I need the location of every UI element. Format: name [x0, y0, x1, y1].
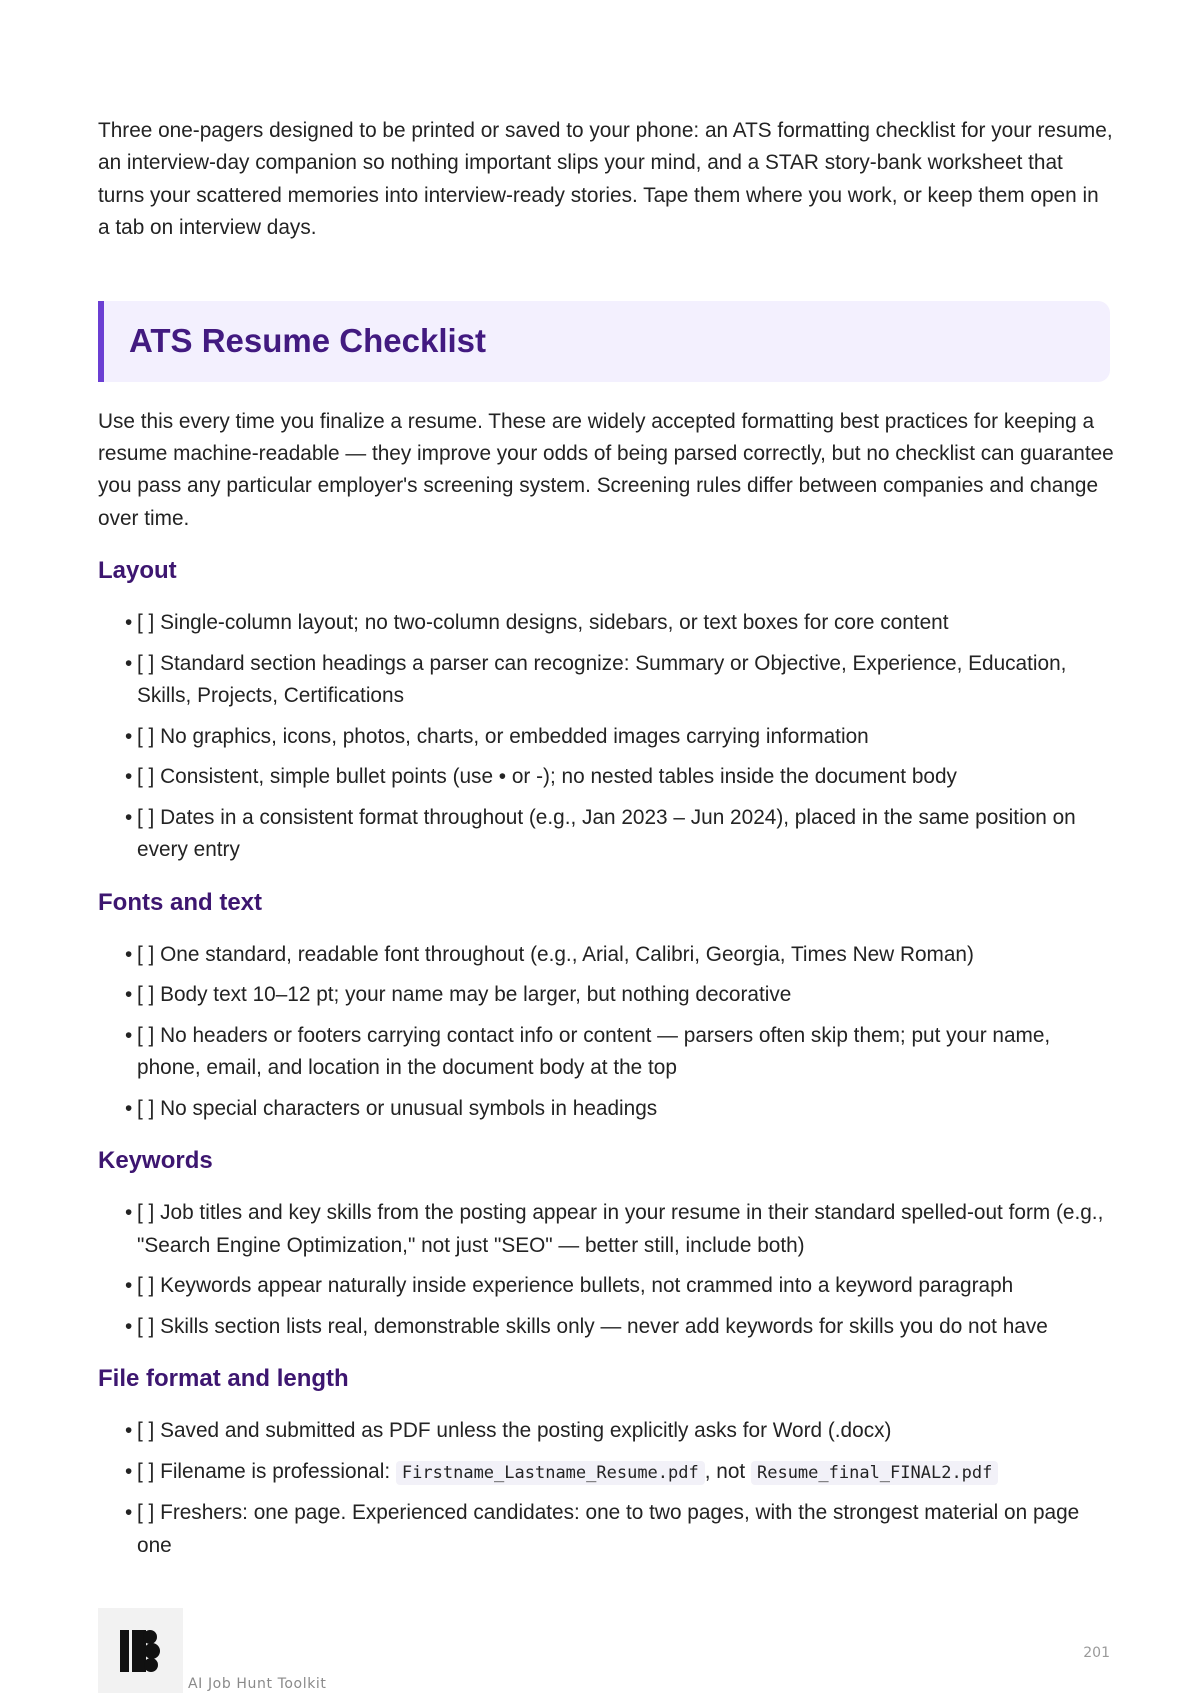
page-content — [98, 115, 1114, 1562]
checklist-item-text: [ ] Freshers: one page. Experienced candidates: one to two pages, with the strongest material on page one — [137, 1501, 1080, 1557]
bullet-marker: • — [125, 942, 133, 966]
checklist-item-text: [ ] Job titles and key skills from the posting appear in your resume in their standard spelled-out form (e.g., "Search Engine Optimization," not just "SEO" — better still, include both) — [137, 1201, 1104, 1257]
checklist-item-text: [ ] Saved and submitted as PDF unless the posting explicitly asks for Word (.docx) — [137, 1419, 892, 1443]
checklist-item — [98, 1456, 1114, 1490]
bullet-marker: • — [125, 765, 133, 789]
bullet-marker: • — [125, 651, 133, 675]
checklist-item-text: [ ] No graphics, icons, photos, charts, or embedded images carrying information — [137, 724, 869, 748]
group-heading-layout: Layout — [98, 557, 177, 585]
checklist-item — [98, 1093, 1114, 1126]
checklist-item-text: [ ] Skills section lists real, demonstrable skills only — never add keywords for skills you do not have — [137, 1314, 1048, 1338]
bullet-marker: • — [125, 1096, 133, 1120]
section-header-box — [98, 301, 1110, 382]
bullet-marker: • — [125, 805, 133, 829]
checklist-item — [98, 1497, 1114, 1562]
bullet-marker: • — [125, 1201, 133, 1225]
page-number: 201 — [1083, 1645, 1110, 1661]
bullet-marker: • — [125, 1274, 133, 1298]
checklist-keywords — [98, 1197, 1114, 1343]
footer-logo — [98, 1608, 183, 1693]
checklist-item-text: [ ] Consistent, simple bullet points (use • or -); no nested tables inside the document body — [137, 765, 957, 789]
checklist-item-text: [ ] Filename is professional: — [137, 1459, 396, 1483]
bullet-marker: • — [125, 724, 133, 748]
filename-separator: , not — [704, 1459, 751, 1483]
bullet-marker: • — [125, 1314, 133, 1338]
checklist-layout — [98, 607, 1114, 867]
checklist-item-text: [ ] Keywords appear naturally inside experience bullets, not crammed into a keyword paragraph — [137, 1274, 1014, 1298]
bullet-marker: • — [125, 611, 133, 635]
checklist-item-text: [ ] Standard section headings a parser can recognize: Summary or Objective, Experience, Education, Skills, Projects, Certifications — [137, 651, 1067, 708]
footer-brand-name: AI Job Hunt Toolkit — [188, 1676, 327, 1692]
bullet-marker: • — [125, 983, 133, 1007]
section-title: ATS Resume Checklist — [129, 322, 487, 360]
checklist-item — [98, 939, 1114, 972]
group-heading-keywords: Keywords — [98, 1147, 213, 1175]
checklist-item — [98, 1415, 1114, 1448]
checklist-item — [98, 1270, 1114, 1303]
checklist-item — [98, 648, 1114, 713]
filename-good-example: Firstname_Lastname_Resume.pdf — [396, 1461, 705, 1485]
section-description: Use this every time you finalize a resume. These are widely accepted formatting best practices for keeping a resume machine-readable — they improve your odds of being parsed correctly, but no checklist can guarantee you pass any particular employer's screening system. Screening rules differ between companies and change over time. — [98, 409, 1114, 530]
checklist-item-text: [ ] No headers or footers carrying contact info or content — parsers often skip them; put your name, phone, email, and location in the document body at the top — [137, 1023, 1051, 1080]
checklist-item-text: [ ] No special characters or unusual symbols in headings — [137, 1096, 658, 1120]
intro-paragraph: Three one-pagers designed to be printed or saved to your phone: an ATS formatting checklist for your resume, an interview-day companion so nothing important slips your mind, and a STAR story-bank worksheet that turns your scattered memories into interview-ready stories. Tape them where you work, or keep them open in a tab on interview days. — [98, 119, 1113, 240]
checklist-item — [98, 761, 1114, 794]
checklist-item — [98, 607, 1114, 640]
group-heading-fonts: Fonts and text — [98, 888, 263, 916]
bullet-marker: • — [125, 1419, 133, 1443]
group-heading-file-format: File format and length — [98, 1365, 349, 1393]
bullet-marker: • — [125, 1023, 133, 1047]
checklist-item — [98, 1311, 1114, 1344]
checklist-item — [98, 802, 1114, 867]
checklist-file-format — [98, 1415, 1114, 1562]
bullet-marker: • — [125, 1459, 133, 1483]
checklist-item — [98, 721, 1114, 754]
filename-bad-example: Resume_final_FINAL2.pdf — [751, 1461, 998, 1485]
checklist-item — [98, 1197, 1114, 1262]
checklist-item — [98, 979, 1114, 1012]
bullet-marker: • — [125, 1501, 133, 1525]
checklist-item-text: [ ] Single-column layout; no two-column designs, sidebars, or text boxes for core content — [137, 611, 949, 635]
checklist-item-text: [ ] One standard, readable font throughout (e.g., Arial, Calibri, Georgia, Times New Roman) — [137, 942, 974, 966]
checklist-item-text: [ ] Dates in a consistent format throughout (e.g., Jan 2023 – Jun 2024), placed in the same position on every entry — [137, 805, 1076, 862]
checklist-fonts — [98, 939, 1114, 1126]
checklist-item-text: [ ] Body text 10–12 pt; your name may be larger, but nothing decorative — [137, 983, 792, 1007]
checklist-item — [98, 1020, 1114, 1085]
brand-logo-icon — [98, 1608, 183, 1693]
